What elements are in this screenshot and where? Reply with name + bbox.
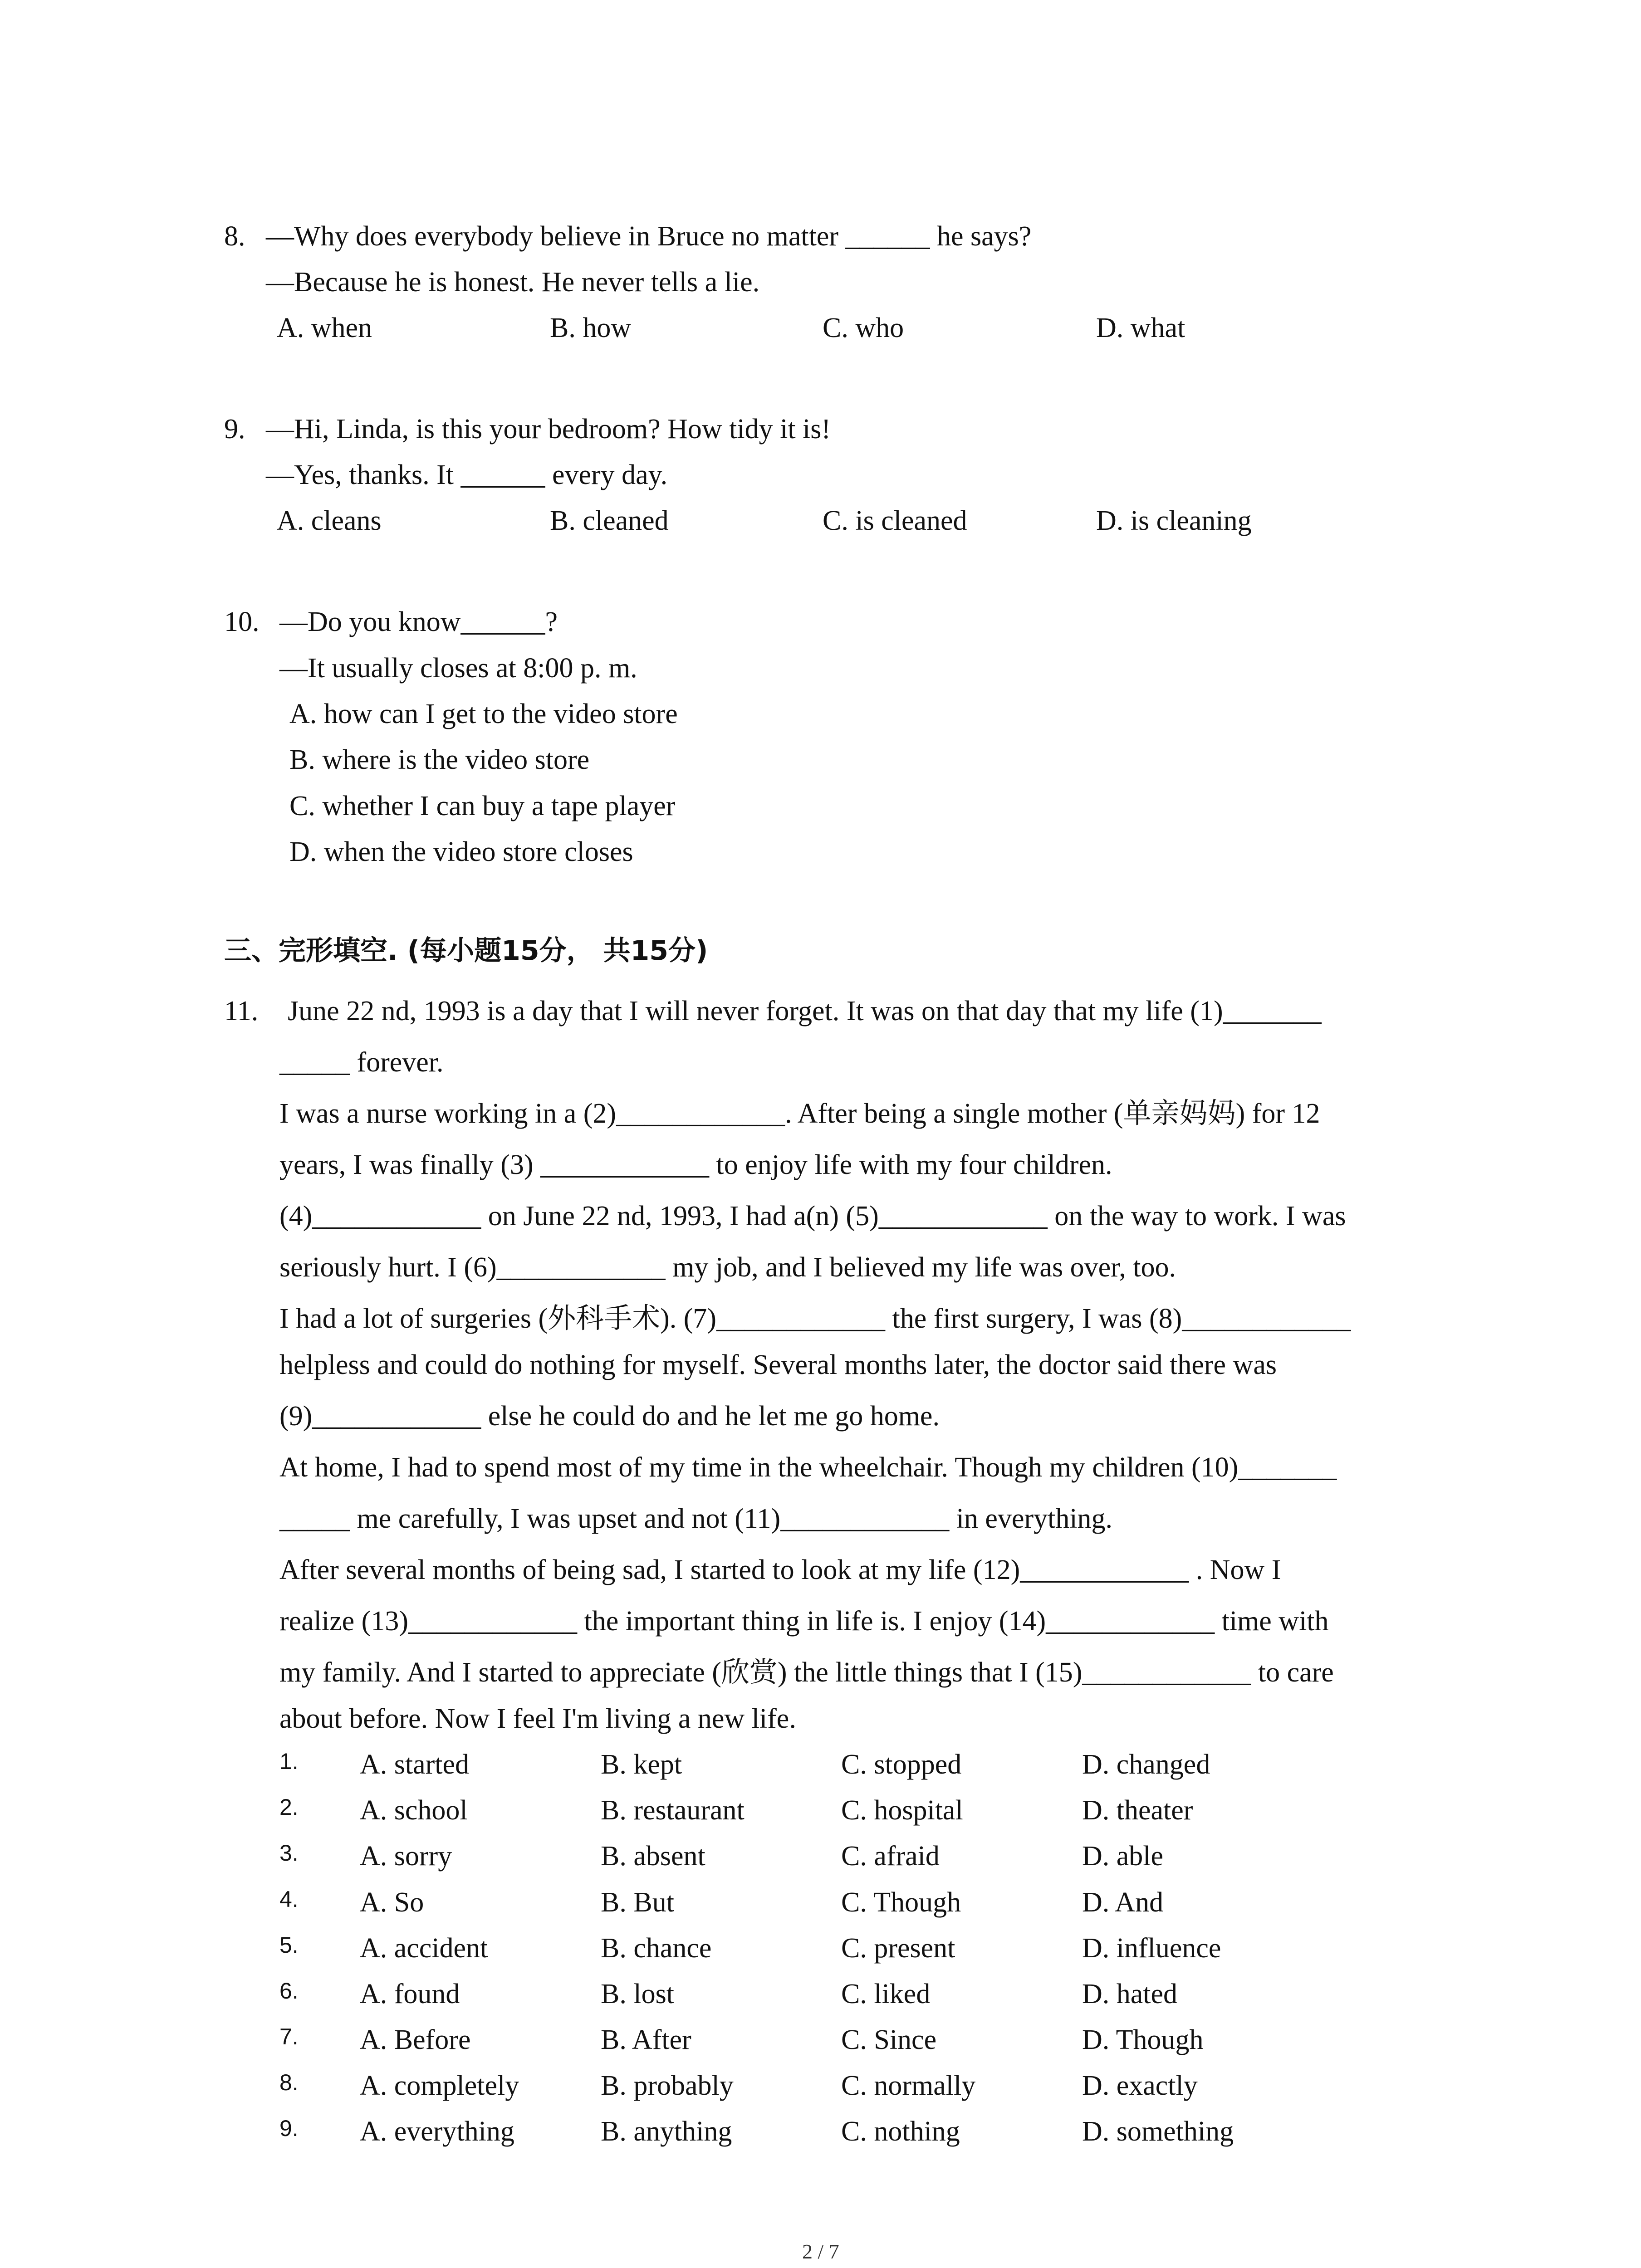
option-c: C. Though bbox=[841, 1887, 961, 1918]
option-c: C. who bbox=[823, 313, 904, 343]
option-b: B. After bbox=[601, 2024, 691, 2055]
passage-line: _____ me carefully, I was upset and not (11)____________ in everything. bbox=[279, 1503, 1113, 1534]
question-number: 8. bbox=[224, 221, 245, 252]
passage-line: _____ forever. bbox=[279, 1047, 444, 1078]
option-b: B. cleaned bbox=[550, 505, 669, 536]
option-c: C. stopped bbox=[841, 1749, 962, 1780]
row-number: 1. bbox=[279, 1749, 299, 1774]
question-line: —Hi, Linda, is this your bedroom? How tidy it is! bbox=[266, 414, 831, 445]
passage-line: (9)____________ else he could do and he let me go home. bbox=[279, 1401, 940, 1432]
option-d: D. what bbox=[1096, 313, 1185, 343]
option-a: A. found bbox=[360, 1979, 460, 2009]
option-a: A. started bbox=[360, 1749, 470, 1780]
option-d: D. when the video store closes bbox=[289, 836, 633, 867]
row-number: 8. bbox=[279, 2070, 299, 2095]
option-d: D. changed bbox=[1082, 1749, 1210, 1780]
question-line: —It usually closes at 8:00 p. m. bbox=[279, 653, 637, 684]
row-number: 3. bbox=[279, 1840, 299, 1866]
section-heading: 三、完形填空. (每小题15分， 共15分) bbox=[224, 935, 708, 967]
option-b: B. chance bbox=[601, 1933, 712, 1964]
question-number: 9. bbox=[224, 414, 245, 445]
row-number: 5. bbox=[279, 1932, 299, 1958]
option-d: D. something bbox=[1082, 2116, 1234, 2147]
option-d: D. Though bbox=[1082, 2024, 1204, 2055]
option-b: B. lost bbox=[601, 1979, 674, 2009]
passage-line: about before. Now I feel I'm living a new life. bbox=[279, 1703, 796, 1734]
option-c: C. present bbox=[841, 1933, 955, 1964]
row-number: 2. bbox=[279, 1794, 299, 1820]
row-number: 4. bbox=[279, 1887, 299, 1912]
passage-line: years, I was finally (3) ____________ to enjoy life with my four children. bbox=[279, 1149, 1112, 1180]
passage-line: At home, I had to spend most of my time in the wheelchair. Though my children (10)_______ bbox=[279, 1452, 1337, 1483]
option-c: C. normally bbox=[841, 2070, 976, 2101]
question-line: —Because he is honest. He never tells a lie. bbox=[266, 267, 760, 298]
option-a: A. when bbox=[277, 313, 372, 343]
option-c: C. afraid bbox=[841, 1841, 940, 1872]
option-d: D. hated bbox=[1082, 1979, 1178, 2009]
option-b: B. restaurant bbox=[601, 1795, 745, 1826]
option-a: A. completely bbox=[360, 2070, 519, 2101]
passage-line: my family. And I started to appreciate (欣赏) the little things that I (15)____________ to care bbox=[279, 1657, 1334, 1688]
option-b: B. anything bbox=[601, 2116, 732, 2147]
option-a: A. sorry bbox=[360, 1841, 452, 1872]
option-a: A. accident bbox=[360, 1933, 488, 1964]
passage-line: I had a lot of surgeries (外科手术). (7)____________ the first surgery, I was (8)____________ bbox=[279, 1303, 1351, 1334]
row-number: 9. bbox=[279, 2116, 299, 2141]
passage-line: (4)____________ on June 22 nd, 1993, I had a(n) (5)____________ on the way to work. I was bbox=[279, 1201, 1346, 1232]
row-number: 7. bbox=[279, 2024, 299, 2049]
option-a: A. everything bbox=[360, 2116, 514, 2147]
question-line: —Why does everybody believe in Bruce no matter ______ he says? bbox=[266, 221, 1032, 252]
option-b: B. absent bbox=[601, 1841, 705, 1872]
option-d: D. influence bbox=[1082, 1933, 1221, 1964]
question-number: 10. bbox=[224, 606, 260, 637]
option-b: B. kept bbox=[601, 1749, 682, 1780]
option-a: A. school bbox=[360, 1795, 468, 1826]
passage-line: June 22 nd, 1993 is a day that I will never forget. It was on that day that my life (1)_______ bbox=[288, 996, 1322, 1026]
passage-line: After several months of being sad, I started to look at my life (12)____________ . Now I bbox=[279, 1554, 1281, 1585]
passage-line: I was a nurse working in a (2)____________. After being a single mother (单亲妈妈) for 12 bbox=[279, 1098, 1320, 1129]
question-number: 11. bbox=[224, 996, 259, 1026]
question-line: —Do you know______? bbox=[279, 606, 558, 637]
option-a: A. how can I get to the video store bbox=[289, 699, 678, 729]
option-c: C. hospital bbox=[841, 1795, 963, 1826]
option-b: B. But bbox=[601, 1887, 674, 1918]
option-c: C. nothing bbox=[841, 2116, 960, 2147]
option-a: A. Before bbox=[360, 2024, 471, 2055]
option-a: A. cleans bbox=[277, 505, 382, 536]
page-indicator: 2 / 7 bbox=[802, 2240, 839, 2263]
option-b: B. probably bbox=[601, 2070, 734, 2101]
option-d: D. exactly bbox=[1082, 2070, 1198, 2101]
option-c: C. liked bbox=[841, 1979, 931, 2009]
option-b: B. how bbox=[550, 313, 632, 343]
passage-line: realize (13)____________ the important thing in life is. I enjoy (14)____________ time with bbox=[279, 1606, 1329, 1637]
question-line: —Yes, thanks. It ______ every day. bbox=[266, 459, 668, 490]
option-b: B. where is the video store bbox=[289, 744, 590, 775]
option-c: C. is cleaned bbox=[823, 505, 967, 536]
passage-line: seriously hurt. I (6)____________ my job, and I believed my life was over, too. bbox=[279, 1252, 1176, 1283]
option-c: C. Since bbox=[841, 2024, 937, 2055]
option-c: C. whether I can buy a tape player bbox=[289, 791, 676, 821]
passage-line: helpless and could do nothing for myself. Several months later, the doctor said there was bbox=[279, 1349, 1277, 1380]
option-a: A. So bbox=[360, 1887, 424, 1918]
option-d: D. is cleaning bbox=[1096, 505, 1252, 536]
option-d: D. able bbox=[1082, 1841, 1164, 1872]
row-number: 6. bbox=[279, 1978, 299, 2004]
option-d: D. And bbox=[1082, 1887, 1164, 1918]
option-d: D. theater bbox=[1082, 1795, 1193, 1826]
